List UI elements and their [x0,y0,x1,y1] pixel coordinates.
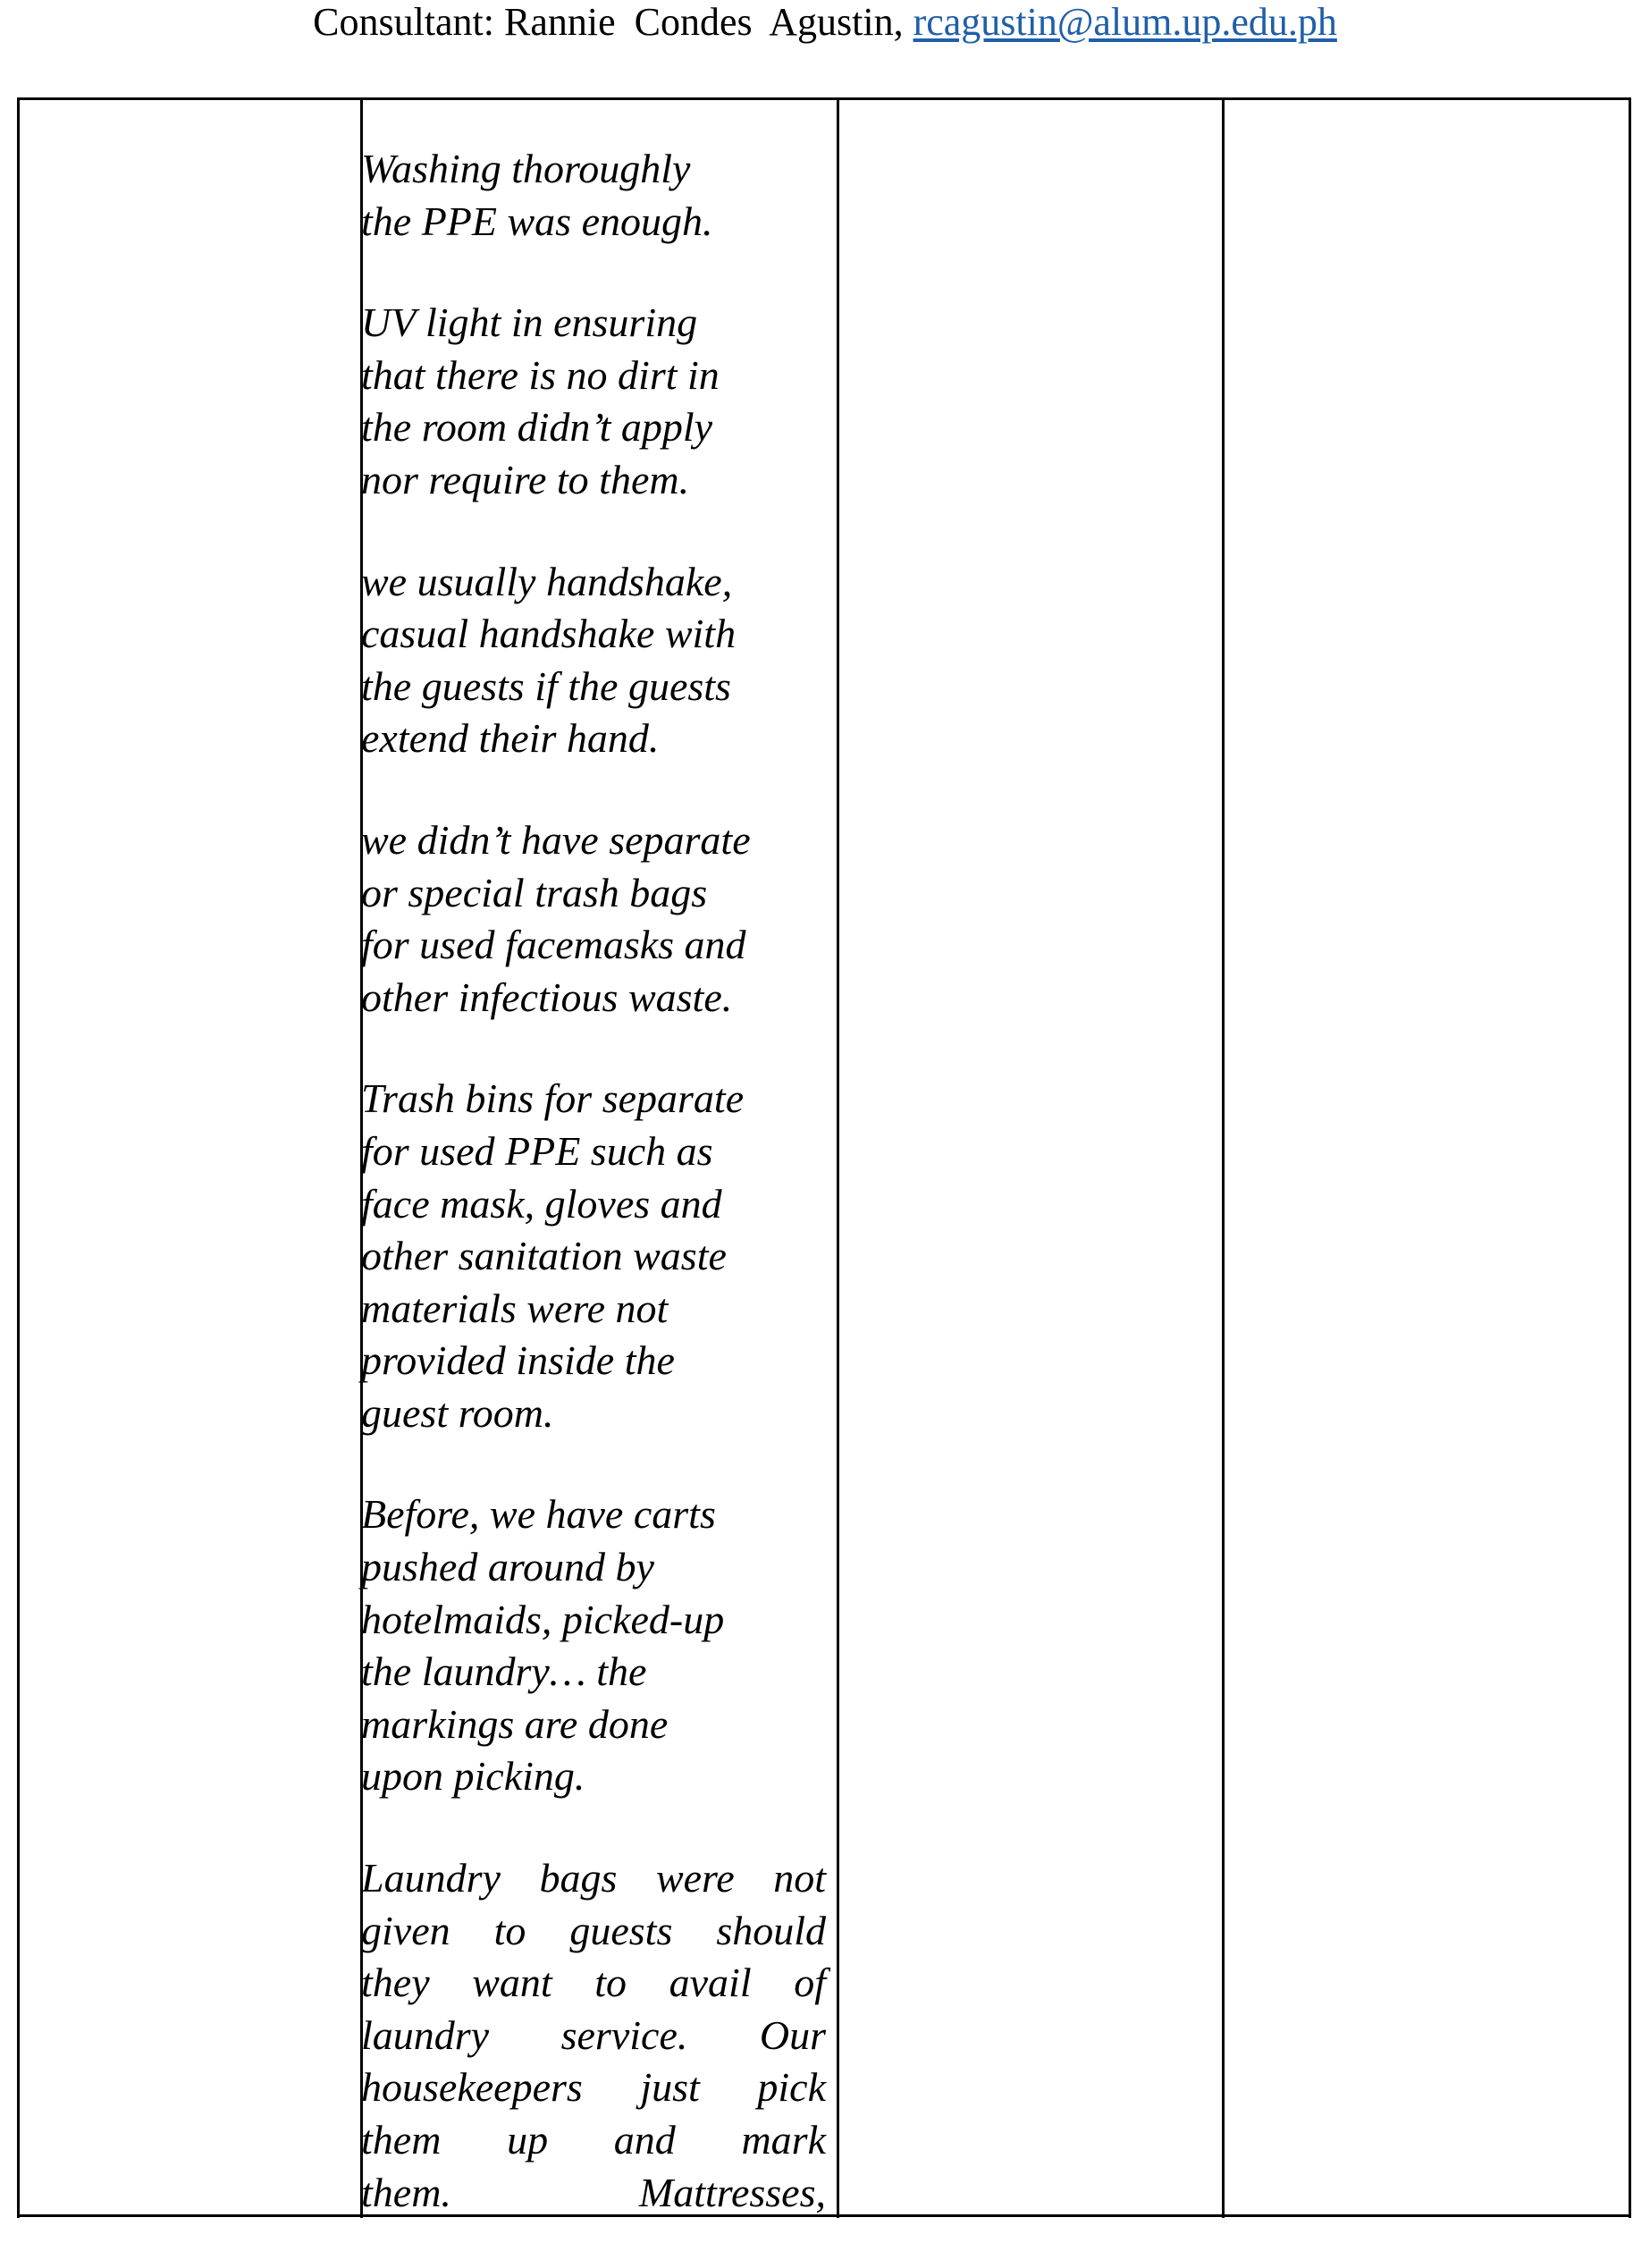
text-line: extend their hand. [361,715,660,762]
text-line: upon picking. [361,1753,585,1800]
paragraph-laundry-carts [361,1488,826,1803]
text-line: casual handshake with [361,611,737,657]
text-line: housekeepers just pick [361,2064,826,2111]
text-line: laundry service. Our [361,2011,826,2058]
text-line: or special trash bags [361,869,708,915]
text-line: nor require to them. [361,456,690,502]
text-line: guest room. [361,1389,554,1436]
text-line: for used facemasks and [361,922,746,968]
paragraph-ppe-washing [361,143,826,248]
text-line: markings are done [361,1700,669,1747]
text-line: UV light in ensuring [361,299,698,346]
paragraph-laundry-bags [361,1852,826,2219]
text-line: the PPE was enough. [361,198,713,244]
column-divider-3 [1222,100,1225,2218]
page-header [0,0,1650,54]
text-line: for used PPE such as [361,1127,713,1174]
text-line: that there is no dirt in [361,351,720,398]
text-line: other sanitation waste [361,1233,727,1279]
column-divider-2 [837,100,839,2218]
text-line: we usually handshake, [361,558,733,604]
text-line: them up and mark [361,2117,826,2163]
text-line: they want to avail of [361,1960,826,2006]
text-line: pushed around by [361,1544,654,1590]
paragraph-trash-bins [361,1073,826,1439]
text-line: Before, we have carts [361,1491,716,1538]
text-line: Trash bins for separate [361,1075,745,1122]
consultant-label: Consultant: [313,0,495,44]
text-line: face mask, gloves and [361,1180,722,1227]
text-line: the laundry… the [361,1648,647,1695]
text-line: the guests if the guests [361,662,731,709]
text-line: we didn’t have separate [361,816,751,863]
paragraph-uv-light [361,297,826,506]
text-line: materials were not [361,1285,669,1331]
consultant-email-link[interactable]: rcagustin@alum.up.edu.ph [913,0,1337,44]
text-line: other infectious waste. [361,974,733,1020]
text-line: the room didn’t apply [361,404,713,451]
notes-cell [361,143,826,2268]
consultant-name: Rannie Condes Agustin, [504,0,904,44]
text-line: hotelmaids, picked-up [361,1596,725,1642]
text-line: provided inside the [361,1337,675,1384]
paragraph-trash-bags [361,814,826,1024]
paragraph-handshake [361,556,826,765]
text-line: Laundry bags were not [361,1855,826,1901]
text-line: given to guests should [361,1907,826,1953]
text-line: Washing thoroughly [361,146,691,191]
text-line: them. Mattresses, [361,2169,826,2215]
